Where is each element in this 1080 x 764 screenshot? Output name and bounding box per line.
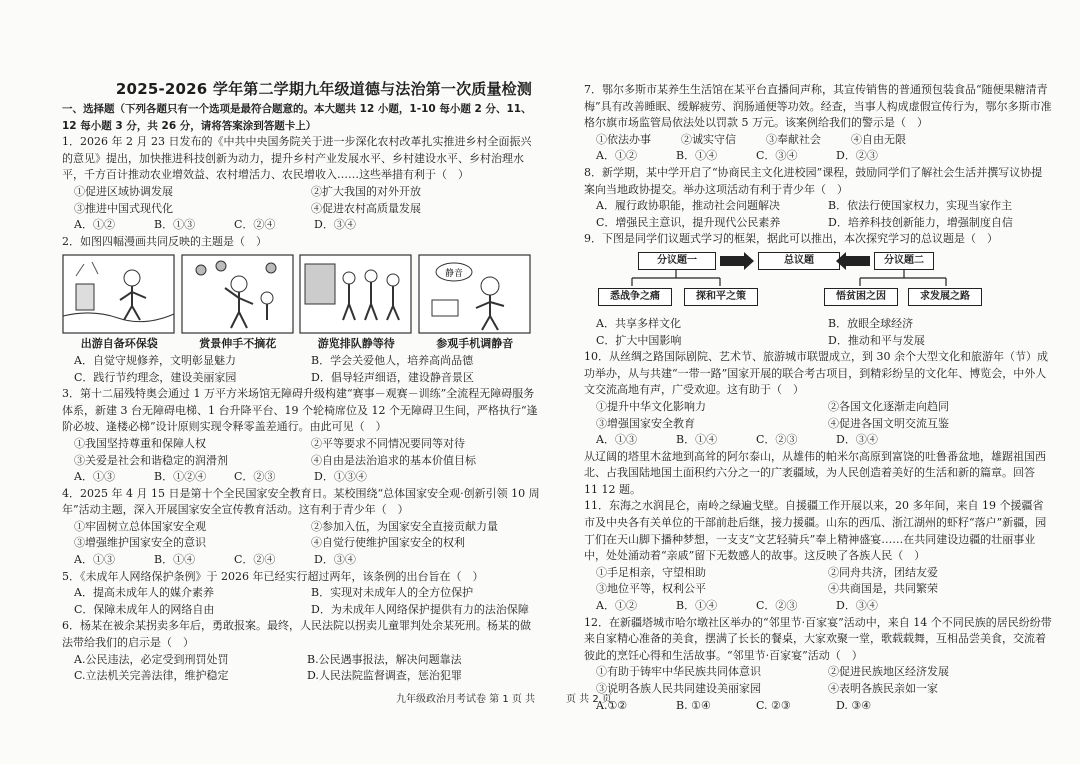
q10-item-2: ②各国文化逐渐走向趋同 <box>828 399 949 413</box>
section-heading: 一、选择题（下列各题只有一个选项是最符合题意的。本大题共 12 小题，1-10 每小题 2 分、11、 <box>62 103 532 115</box>
section-heading-2: 12 每小题 3 分，共 26 分，请将答案涂到答题卡上） <box>62 119 317 132</box>
q3-choice-d: D．①③④ <box>314 470 367 484</box>
question-1-stem: 1．2026 年 2 月 23 日发布的《中共中央国务院关于进一步深化农村改革扎实推进乡村全面振兴的意见》提出，加快推进科技创新为动力，提升乡村产业发展水平、乡村建设水平、乡村治理水平，千方百计推动农业增效益、农村增活力、农民增收入……这些举措有利于（ ） <box>62 135 532 182</box>
q2-choice-a: A．自觉守规修养，文明彰显魅力 <box>74 353 236 367</box>
cartoon-1-caption: 出游自备环保袋 <box>80 337 158 351</box>
q4-item-3: ③增强维护国家安全的意识 <box>74 536 206 550</box>
q10-choice-b: B．①④ <box>676 433 718 447</box>
q3-item-2: ②平等要求不同情况要同等对待 <box>311 436 465 450</box>
q12-item-3: ③说明各族人民共同建设美丽家园 <box>596 682 761 695</box>
page-title: 2025-2026 学年第二学期九年级道德与法治第一次质量检测 <box>115 80 533 98</box>
cartoon-2-caption: 赏景伸手不摘花 <box>199 337 277 351</box>
q4-choice-a: A．①③ <box>74 553 115 567</box>
q10-item-3: ③增强国家安全教育 <box>596 416 695 430</box>
cartoon-2 <box>181 254 296 353</box>
q4-item-4: ④自觉行使维护国家安全的权利 <box>311 536 465 550</box>
question-11-stem: 11．东海之水润昆仑，南岭之绿遍戈壁。自援疆工作开展以来，20 多年间，来自 19 个援疆省市及中央各有关单位的干部前赴后继，接力援疆。山东的西瓜、浙江湖州的虾籽“落户”新疆，园丁们在天山脚下播种梦想，一支支“文艺轻骑兵”奉上精神盛宴……在共同建设边疆的壮丽事业中，处处涌动着“亲戚”留下无数感人的故事。这反映了各族人民（ ） <box>584 499 1047 563</box>
q5-choice-b: B．实现对未成年人的全方位保护 <box>311 586 474 600</box>
question-9-diagram <box>584 250 1052 314</box>
q10-item-4: ④促进各国文明交流互鉴 <box>828 416 949 430</box>
q4-choice-c: C．②④ <box>234 553 276 567</box>
q7-choice-b: B．①④ <box>676 149 718 163</box>
q6-choice-d: D.人民法院监督调查，惩治犯罪 <box>307 669 462 683</box>
q1-item-2: ②扩大我国的对外开放 <box>311 184 421 198</box>
passage-text: 从辽阔的塔里木盆地到高耸的阿尔泰山，从雄伟的帕米尔高原到富饶的吐鲁番盆地，雄踞祖国西北、占我国陆地国土面积约六分之一的广袤疆域，为人民创造着美好的生活和新的篇章。回答 11 12 题。 <box>584 449 1046 496</box>
box-path-to-peace: 探和平之策 <box>684 288 758 306</box>
q1-choice-d: D．③④ <box>314 218 356 232</box>
q7-item-1: ①依法办事 <box>596 132 651 146</box>
cartoon-4-caption: 参观手机调静音 <box>436 337 514 351</box>
question-11-choices <box>584 598 916 615</box>
cartoon-3-caption: 游览排队静等待 <box>317 337 395 351</box>
q10-choice-d: D．③④ <box>836 433 878 447</box>
left-column <box>62 101 540 685</box>
footer-right: 页 共 2 页 <box>566 694 612 705</box>
question-11-items <box>584 565 1052 598</box>
q4-choice-d: D．③④ <box>314 553 356 567</box>
q2-choice-c: C．践行节约理念，建设美丽家园 <box>74 370 237 384</box>
question-8-choices <box>584 198 1052 231</box>
box-reason-for-poverty: 悟贫困之因 <box>824 288 898 306</box>
q9-choice-d: D．推动和平与发展 <box>828 333 925 347</box>
question-10-choices <box>584 432 916 449</box>
cartoon-4 <box>418 254 533 353</box>
q4-item-1: ①牢固树立总体国家安全观 <box>74 519 206 533</box>
q11-choice-a: A．①② <box>596 599 637 613</box>
q12-choice-a: A.①② <box>596 698 628 712</box>
question-6-choices <box>62 652 540 685</box>
question-4-stem: 4．2025 年 4 月 15 日是第十个全民国家安全教育日。某校围绕“总体国家安全观·创新引领 10 周年”活动主题，深入开展国家安全宣传教育活动。这有利于青少年（ ） <box>62 486 540 517</box>
q11-item-2: ②同舟共济，团结友爱 <box>828 565 938 579</box>
q3-item-1: ①我国坚持尊重和保障人权 <box>74 436 206 450</box>
q11-choice-d: D．③④ <box>836 599 878 613</box>
q4-choice-b: B．①④ <box>154 553 196 567</box>
q8-choice-b: B．依法行使国家权力，实现当家作主 <box>828 199 1013 213</box>
q7-item-3: ③奉献社会 <box>766 132 821 146</box>
q1-choice-c: C．②④ <box>234 218 276 232</box>
q5-choice-d: D．为未成年人网络保护提供有力的法治保障 <box>311 602 529 616</box>
cartoon-3 <box>299 254 414 353</box>
question-3-stem: 3．第十二届残特奥会通过 1 万平方米场馆无障碍升级构建“赛事－观赛－训练”全流程无障碍服务体系，新建 3 台无障碍电梯、1 台升降平台、19 个轮椅席位及 12 个无障碍卫生间，严格执行“逢阶必坡、逢楼必梯”设计原则实现令释零盖差通行。由此可见（ ） <box>62 387 538 434</box>
q11-choice-b: B．①④ <box>676 599 718 613</box>
question-12-items <box>584 664 1052 697</box>
question-5-stem: 5．《未成年人网络保护条例》于 2026 年已经实行超过两年，该条例的出台旨在（ ） <box>62 569 484 583</box>
litter-cartoon-image <box>62 254 175 334</box>
q6-choice-b: B.公民遇事报法，解决问题靠法 <box>307 652 462 666</box>
q10-item-1: ①提升中华文化影响力 <box>596 399 706 413</box>
right-column <box>584 82 1052 714</box>
question-9-choices <box>584 316 1052 349</box>
footer-left: 九年级政治月考试卷 第 1 页 共 <box>396 694 536 705</box>
q10-choice-c: C．②③ <box>756 433 798 447</box>
q11-item-3: ③地位平等，权利公平 <box>596 582 706 596</box>
q1-item-3: ③推进中国式现代化 <box>74 201 173 215</box>
question-3-items <box>62 436 540 469</box>
question-7-stem: 7．鄂尔多斯市某养生生活馆在某平台直播间声称，其宣传销售的普通预包装食品“随便果糖清青梅”具有改善睡眠、缓解疲劳、润肠通便等功效。经查，当事人构成虚假宣传行为，鄂尔多斯市准格尔旗市场监管局依法处以罚款 5 万元。该案例给我们的警示是（ ） <box>584 83 1052 130</box>
q10-choice-a: A．①③ <box>596 433 637 447</box>
sub-topic-2-box: 分议题二 <box>874 252 934 270</box>
q7-choice-a: A．①② <box>596 149 637 163</box>
question-12-choices <box>584 698 916 715</box>
box-road-to-development: 求发展之路 <box>908 288 982 306</box>
question-1-items <box>62 184 540 217</box>
q12-item-1: ①有助于铸牢中华民族共同体意识 <box>596 665 761 679</box>
question-7-items <box>584 132 936 149</box>
q12-choice-b: B. ①④ <box>676 698 711 712</box>
question-5-choices <box>62 585 540 618</box>
question-6-stem: 6．杨某在被余某拐卖多年后，勇敢报案。最终，人民法院以拐卖儿童罪判处余某死刑。杨某的做法带给我们的启示是（ ） <box>62 619 531 650</box>
question-2-cartoons <box>62 254 532 353</box>
q3-item-4: ④自由是法治追求的基本价值目标 <box>311 453 476 467</box>
q3-choice-b: B．①②④ <box>154 470 207 484</box>
q7-choice-c: C．③④ <box>756 149 798 163</box>
q12-item-2: ②促进民族地区经济发展 <box>828 665 949 679</box>
q5-choice-c: C．保障未成年人的网络自由 <box>74 602 215 616</box>
q1-choice-a: A．①② <box>74 218 115 232</box>
q11-item-1: ①手足相亲，守望相助 <box>596 565 706 579</box>
question-7-choices <box>584 148 916 165</box>
q8-choice-a: A．履行政协职能，推动社会问题解决 <box>596 199 780 213</box>
q4-item-2: ②参加入伍，为国家安全直接贡献力量 <box>311 519 498 533</box>
question-8-stem: 8．新学期，某中学开启了“协商民主文化进校园”课程，鼓励同学们了解社会生活并撰写议协提案向当地政协提交。举办这项活动有利于青少年（ ） <box>584 165 1043 196</box>
q1-choice-b: B．①③ <box>154 218 196 232</box>
cartoon-1 <box>62 254 177 353</box>
q1-item-1: ①促进区域协调发展 <box>74 184 173 198</box>
question-4-items <box>62 519 540 552</box>
q7-item-4: ④自由无限 <box>851 132 906 146</box>
question-12-stem: 12．在新疆塔城市哈尔墩社区举办的“邻里节·百家宴”活动中，来自 14 个不同民族的居民纷纷带来自家精心准备的美食，摆满了长长的餐桌，大家欢聚一堂，歌载载舞，互相品尝美食，交流着彼此的烹饪心得和生活故事。“邻里节·百家宴”活动（ ） <box>584 615 1052 662</box>
q12-item-4: ④表明各族民亲如一家 <box>828 682 938 695</box>
bubble-text: 静音 <box>444 269 463 280</box>
queue-cartoon-image <box>299 254 412 334</box>
main-topic-box: 总议题 <box>758 252 840 270</box>
q2-choice-b: B．学会关爱他人，培养高尚品德 <box>311 353 474 367</box>
q12-choice-d: D. ③④ <box>836 698 872 712</box>
flowers-cartoon-image <box>181 254 294 334</box>
question-2-choices <box>62 353 540 386</box>
box-pain-of-war: 悉战争之痛 <box>598 288 672 306</box>
question-1-choices <box>62 217 394 234</box>
q3-item-3: ③关爱是社会和谐稳定的润滑剂 <box>74 453 228 467</box>
question-10-items <box>584 399 1052 432</box>
q5-choice-a: A．提高未成年人的媒介素养 <box>74 586 214 600</box>
q8-choice-d: D．培养科技创新能力，增强制度自信 <box>828 215 1013 229</box>
q3-choice-a: A．①③ <box>74 470 115 484</box>
q11-choice-c: C．②③ <box>756 599 798 613</box>
q8-choice-c: C．增强民主意识，提升现代公民素养 <box>596 215 781 229</box>
q6-choice-a: A.公民违法，必定受到刑罚处罚 <box>74 652 229 666</box>
question-3-choices <box>62 469 394 486</box>
q1-item-4: ④促进农村高质量发展 <box>311 201 421 215</box>
q3-choice-c: C．②③ <box>234 470 276 484</box>
q6-choice-c: C.立法机关完善法律，维护稳定 <box>74 669 229 683</box>
question-9-stem: 9．下图是同学们议题式学习的框架，据此可以推出，本次探究学习的总议题是（ ） <box>584 232 998 246</box>
q2-choice-d: D．倡导轻声细语，建设静音景区 <box>311 370 474 384</box>
q9-choice-a: A．共享多样文化 <box>596 316 681 330</box>
q7-item-2: ②诚实守信 <box>681 132 736 146</box>
q9-choice-b: B．放眼全球经济 <box>828 316 914 330</box>
question-2-stem: 2．如图四幅漫画共同反映的主题是（ ） <box>62 234 267 248</box>
q11-item-4: ④共商国是，共同繁荣 <box>828 582 938 596</box>
q12-choice-c: C. ②③ <box>756 698 791 712</box>
question-10-stem: 10．从丝绸之路国际剧院、艺术节、旅游城市联盟成立，到 30 余个大型文化和旅游年（节）成功举办，从与共建“一带一路”国家开展的联合考古项目，到精彩纷呈的文化年、博览会，中外人文交流高地有声，广受欢迎。这有助于（ ） <box>584 350 1048 397</box>
sub-topic-1-box: 分议题一 <box>638 252 716 270</box>
question-4-choices <box>62 552 394 569</box>
phone-silent-cartoon-image <box>418 254 531 334</box>
q7-choice-d: D．②③ <box>836 149 878 163</box>
q9-choice-c: C．扩大中国影响 <box>596 333 682 347</box>
